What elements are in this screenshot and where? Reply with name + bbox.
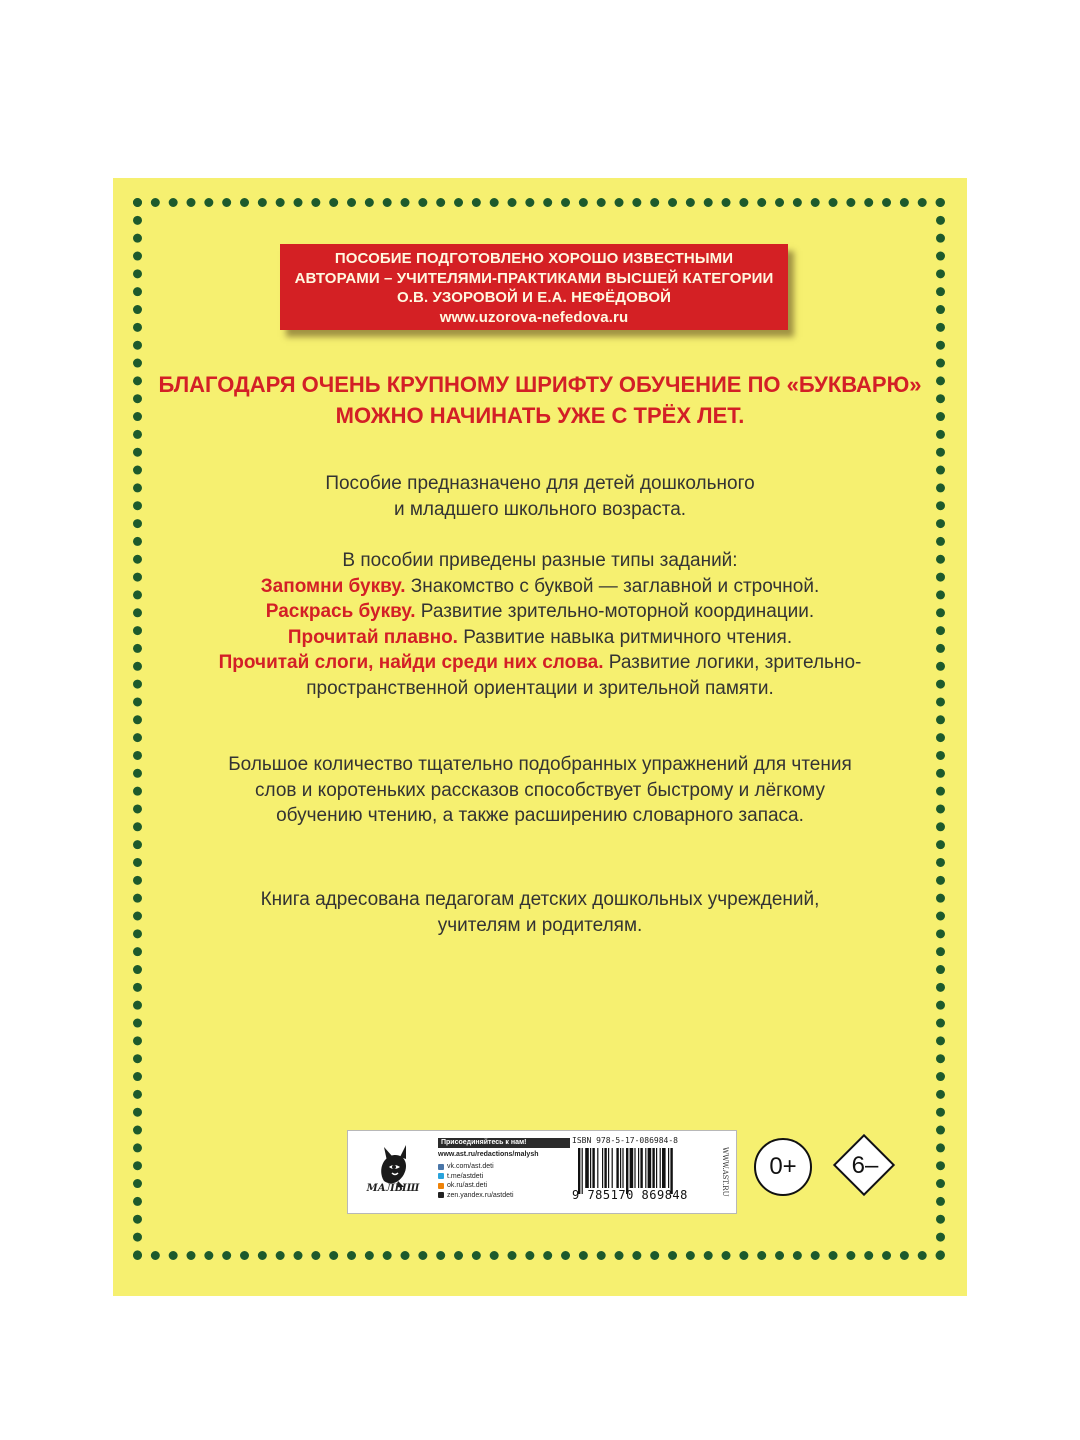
social-label: zen.yandex.ru/astdeti bbox=[447, 1191, 514, 1199]
task-item bbox=[153, 625, 927, 651]
barcode-bar bbox=[638, 1148, 639, 1188]
task-name: Прочитай слоги, найди среди них слова. bbox=[218, 652, 604, 673]
task-description: Знакомство с буквой — заглавной и строчной. bbox=[405, 575, 820, 597]
age-rating-circle: 0+ bbox=[754, 1138, 812, 1196]
barcode-bar bbox=[652, 1148, 654, 1188]
barcode-bar bbox=[612, 1148, 613, 1188]
publisher-info-box bbox=[347, 1130, 737, 1214]
ok-icon bbox=[438, 1183, 444, 1189]
task-name: Раскрась букву. bbox=[265, 601, 416, 622]
audience-line-1: Книга адресована педагогам детских дошкольных учреждений, bbox=[260, 889, 820, 910]
authors-banner bbox=[280, 244, 788, 330]
telegram-icon bbox=[438, 1173, 444, 1179]
barcode-bar bbox=[585, 1148, 589, 1188]
social-label: vk.com/ast.deti bbox=[447, 1163, 494, 1170]
banner-line-2: АВТОРАМИ – УЧИТЕЛЯМИ-ПРАКТИКАМИ ВЫСШЕЙ КАТЕГОРИИ bbox=[294, 269, 774, 287]
barcode-bar bbox=[597, 1148, 598, 1188]
task-name: Запомни букву. bbox=[260, 575, 406, 597]
audience-paragraph bbox=[153, 887, 927, 938]
banner-line-1: ПОСОБИЕ ПОДГОТОВЛЕНО ХОРОШО ИЗВЕСТНЫМИ bbox=[334, 250, 734, 267]
barcode-bar bbox=[640, 1148, 642, 1188]
intro-line-2: и младшего школьного возраста. bbox=[393, 498, 687, 520]
social-item-vk bbox=[438, 1162, 570, 1172]
banner-url: www.uzorova-nefedova.ru bbox=[439, 308, 629, 326]
intro-line-1: Пособие предназначено для детей дошкольного bbox=[325, 473, 755, 494]
barcode-bar bbox=[662, 1148, 666, 1188]
social-links bbox=[438, 1138, 570, 1200]
barcode-bar bbox=[590, 1148, 591, 1188]
barcode-bar bbox=[592, 1148, 594, 1188]
headline-line-2: МОЖНО НАЧИНАТЬ УЖЕ С ТРЁХ ЛЕТ. bbox=[335, 403, 745, 428]
task-last-line: пространственной ориентации и зрительной памяти. bbox=[306, 677, 774, 699]
banner-line-3: О.В. УЗОРОВОЙ И Е.А. НЕФЁДОВОЙ bbox=[397, 289, 671, 306]
barcode-bar bbox=[608, 1148, 609, 1188]
exercises-paragraph bbox=[153, 752, 927, 829]
isbn-number: ISBN 978-5-17-086984-8 bbox=[572, 1136, 678, 1145]
barcode-digits: 9 785170 869848 bbox=[572, 1188, 688, 1202]
headline-line-1: БЛАГОДАРЯ ОЧЕНЬ КРУПНОМУ ШРИФТУ ОБУЧЕНИЕ ПО «БУКВАРЮ» bbox=[158, 372, 922, 397]
tasks-lead: В пособии приведены разные типы заданий: bbox=[342, 550, 738, 571]
task-description: Развитие логики, зрительно- bbox=[603, 652, 862, 673]
age-rating-diamond bbox=[832, 1133, 898, 1199]
exercises-line-2: слов и коротеньких рассказов способствует быстрому и лёгкому bbox=[255, 779, 825, 801]
social-item-zen bbox=[438, 1191, 570, 1201]
exercises-line-3: обучению чтению, а также расширению словарного запаса. bbox=[276, 805, 804, 826]
publisher-site: www.ast.ru/redactions/malysh bbox=[438, 1150, 539, 1158]
social-item-ok bbox=[438, 1181, 570, 1191]
task-name: Прочитай плавно. bbox=[287, 626, 458, 648]
barcode-bar bbox=[602, 1148, 603, 1188]
vertical-site-label: WWW.AST.RU bbox=[721, 1147, 729, 1197]
publisher-logo-icon bbox=[354, 1137, 434, 1207]
barcode-bar bbox=[634, 1148, 635, 1188]
social-item-telegram bbox=[438, 1172, 570, 1182]
audience-line-2: учителям и родителям. bbox=[437, 914, 643, 936]
task-item bbox=[153, 650, 927, 676]
barcode-bar bbox=[620, 1148, 621, 1188]
task-item bbox=[153, 599, 927, 625]
social-label: t.me/astdeti bbox=[447, 1172, 484, 1180]
barcode-bar bbox=[604, 1148, 606, 1188]
tasks-paragraph bbox=[153, 548, 927, 701]
barcode-bar bbox=[630, 1148, 634, 1188]
barcode-bar bbox=[656, 1148, 657, 1188]
dotted-border bbox=[133, 198, 945, 1260]
barcode-bar bbox=[668, 1148, 669, 1188]
publisher-logo-text: МАЛЫШ bbox=[366, 1183, 420, 1194]
barcode-bar bbox=[648, 1148, 652, 1188]
task-item bbox=[153, 574, 927, 600]
barcode-bar bbox=[622, 1148, 623, 1188]
barcode-bar bbox=[660, 1148, 661, 1188]
barcode-bar bbox=[616, 1148, 618, 1188]
join-label: Присоединяйтесь к нам! bbox=[438, 1138, 570, 1148]
headline bbox=[153, 369, 927, 431]
age-rating-diamond-label: 6– bbox=[851, 1152, 879, 1179]
isbn-barcode bbox=[572, 1136, 712, 1208]
barcode-bar bbox=[645, 1148, 646, 1188]
intro-paragraph bbox=[153, 471, 927, 522]
book-back-cover bbox=[113, 178, 967, 1296]
exercises-line-1: Большое количество тщательно подобранных упражнений для чтения bbox=[228, 754, 852, 775]
task-description: Развитие навыка ритмичного чтения. bbox=[457, 626, 793, 648]
vk-icon bbox=[438, 1164, 444, 1170]
zen-icon bbox=[438, 1192, 444, 1198]
task-description: Развитие зрительно-моторной координации. bbox=[415, 601, 815, 622]
social-label: ok.ru/ast.deti bbox=[447, 1182, 488, 1189]
